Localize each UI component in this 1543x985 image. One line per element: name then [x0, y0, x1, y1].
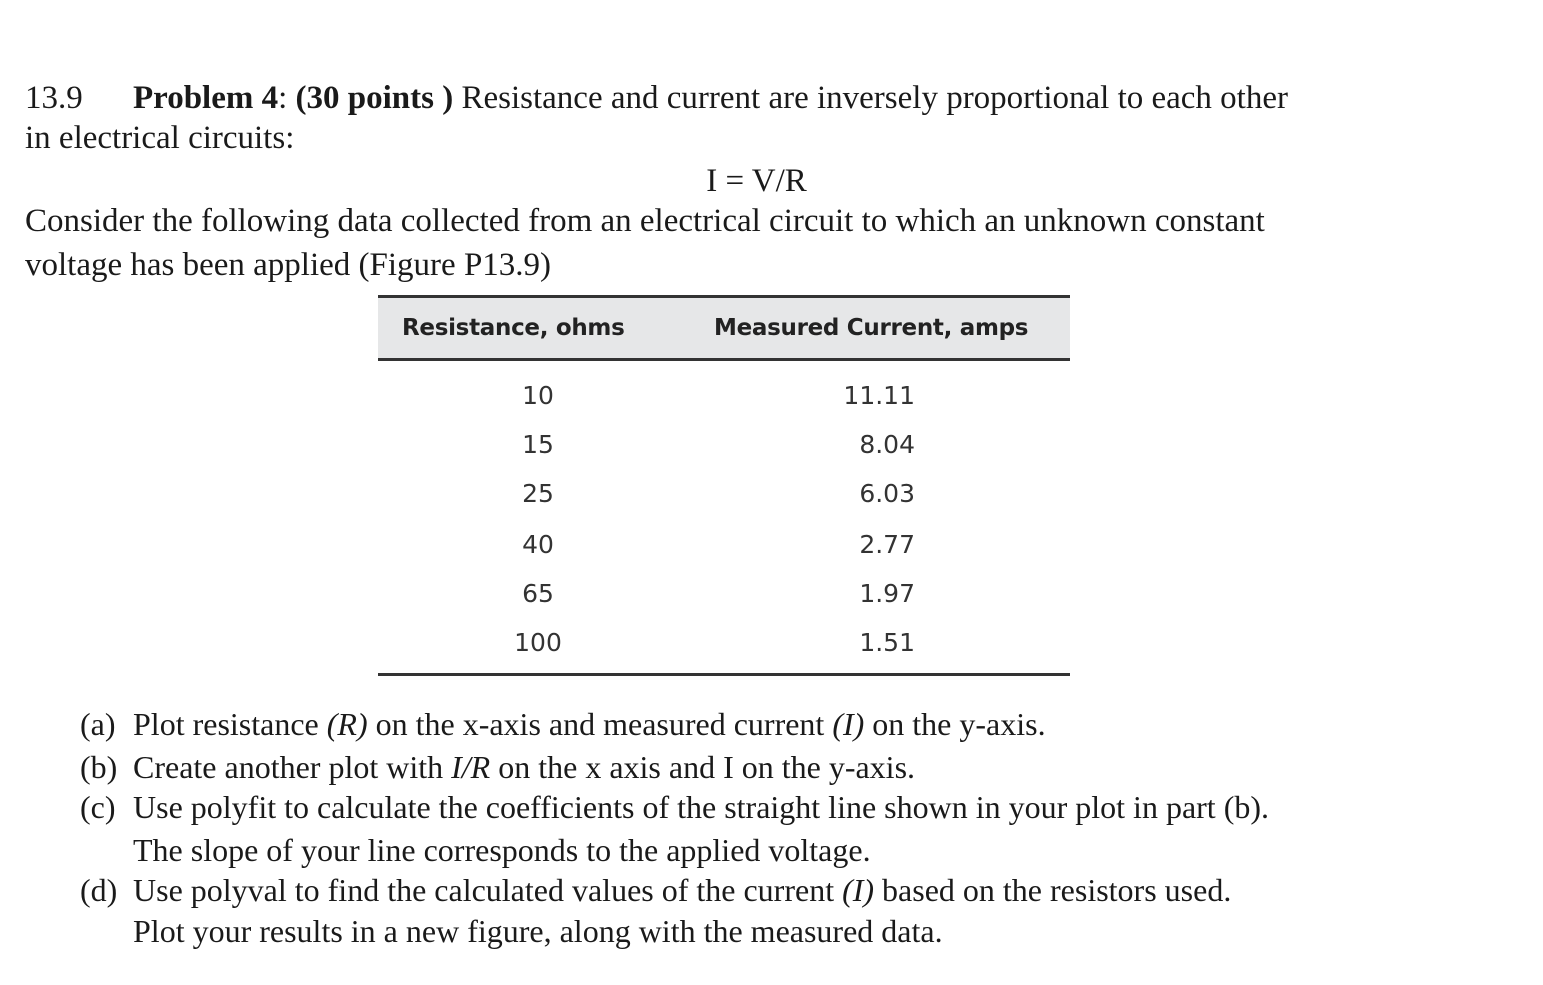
part-d	[80, 871, 1231, 909]
table-cell-resistance: 65	[522, 579, 554, 608]
part-c-line1: Use polyfit to calculate the coefficients of the straight line shown in your plot in part (b).	[133, 789, 1269, 825]
problem-header	[25, 79, 1288, 117]
table-header-current: Measured Current, amps	[714, 315, 1029, 341]
table-cell-current: 2.77	[859, 530, 915, 559]
problem-points: (30 points )	[295, 80, 454, 116]
table-cell-resistance: 25	[522, 479, 554, 508]
part-a-text: Plot resistance	[133, 706, 327, 742]
table-header-rule	[378, 358, 1070, 361]
formula	[0, 162, 1543, 200]
consider-line1: Consider the following data collected from an electrical circuit to which an unknown constant	[25, 203, 1265, 239]
problem-number: 13.9	[25, 80, 83, 116]
part-b-text: Create another plot with	[133, 749, 452, 785]
consider-line2: voltage has been applied (Figure P13.9)	[25, 247, 552, 283]
part-d-line2: Plot your results in a new figure, along with the measured data.	[133, 913, 943, 949]
part-d-text: based on the resistors used.	[874, 872, 1232, 908]
problem-intro-line2: in electrical circuits:	[25, 120, 295, 156]
part-a-r-symbol: (R)	[326, 706, 368, 742]
problem-intro-line1: Resistance and current are inversely proportional to each other	[453, 80, 1288, 116]
part-a-label: (a)	[80, 706, 116, 742]
table-cell-current: 1.51	[859, 628, 915, 657]
part-b	[80, 748, 915, 786]
table-cell-resistance: 100	[514, 628, 562, 657]
table-cell-current: 1.97	[859, 579, 915, 608]
part-d-i-symbol: (I)	[842, 872, 875, 908]
problem-title: Problem 4	[133, 80, 279, 116]
part-b-text: on the x axis and I on the y-axis.	[490, 749, 916, 785]
table-bottom-rule	[378, 673, 1070, 676]
data-table	[378, 295, 1070, 680]
part-c-label: (c)	[80, 789, 116, 825]
table-cell-current: 11.11	[843, 381, 915, 410]
part-a-text: on the y-axis.	[864, 706, 1046, 742]
table-cell-current: 6.03	[859, 479, 915, 508]
part-c	[80, 788, 1269, 826]
part-a	[80, 705, 1046, 743]
part-b-label: (b)	[80, 749, 118, 785]
table-cell-current: 8.04	[859, 430, 915, 459]
table-cell-resistance: 15	[522, 430, 554, 459]
problem-colon: :	[278, 80, 288, 116]
table-cell-resistance: 10	[522, 381, 554, 410]
part-d-label: (d)	[80, 872, 118, 908]
table-header-resistance: Resistance, ohms	[402, 315, 625, 341]
part-c-line2: The slope of your line corresponds to the applied voltage.	[133, 832, 871, 868]
part-a-i-symbol: (I)	[832, 706, 865, 742]
formula-text: I = V/R	[706, 163, 807, 199]
part-b-ir-symbol: I/R	[451, 749, 491, 785]
table-cell-resistance: 40	[522, 530, 554, 559]
part-d-text: Use polyval to find the calculated values of the current	[133, 872, 843, 908]
part-a-text: on the x-axis and measured current	[367, 706, 833, 742]
